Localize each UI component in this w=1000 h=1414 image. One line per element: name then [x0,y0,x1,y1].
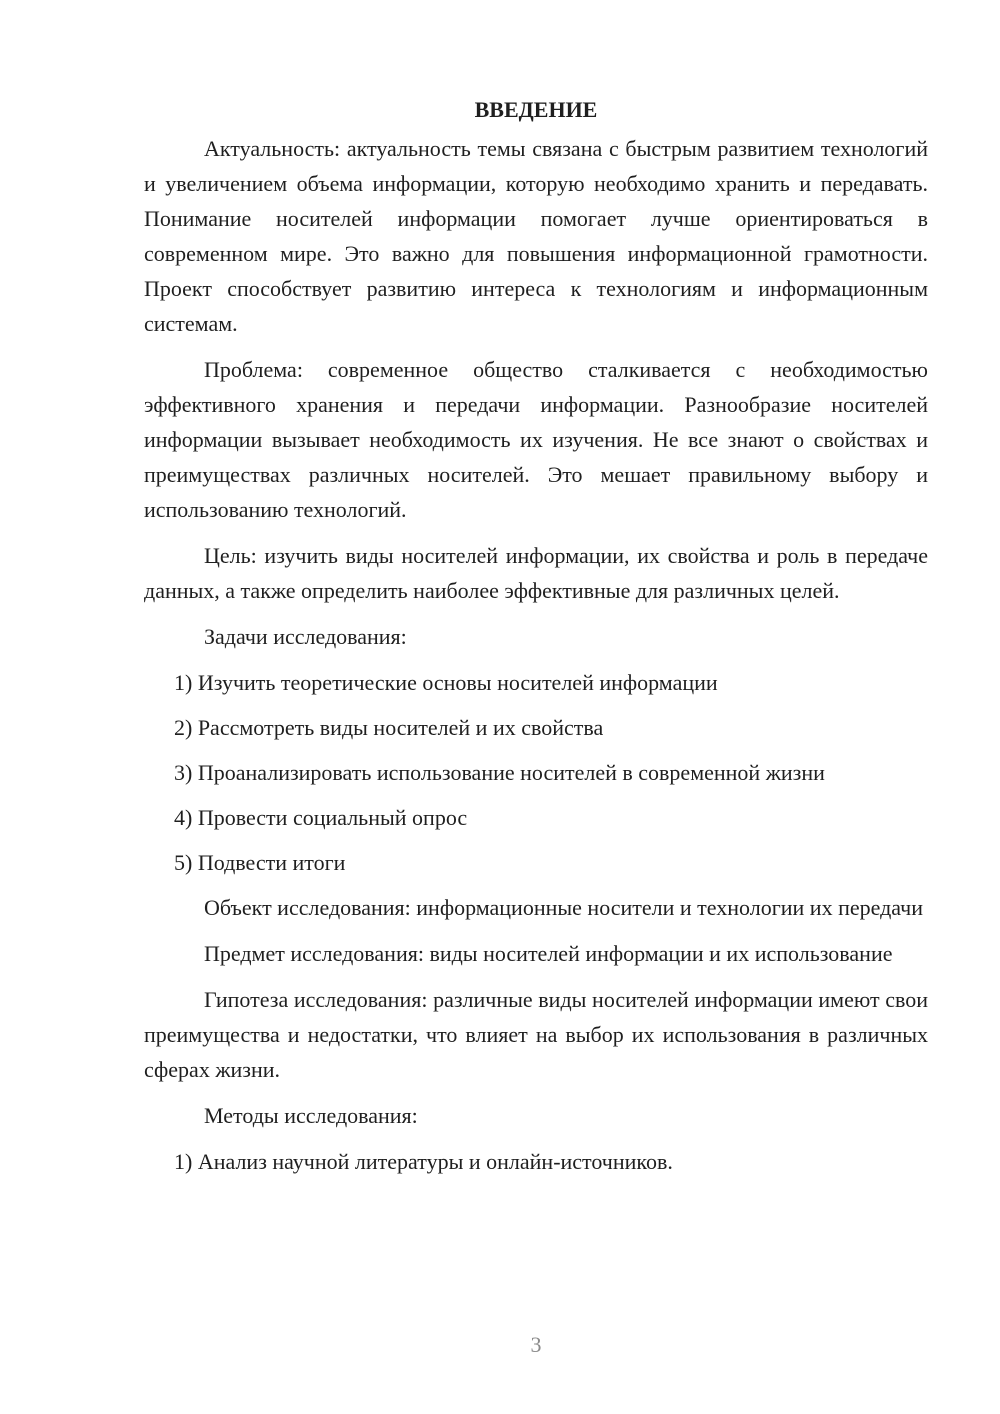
page-number: 3 [530,1332,542,1357]
subject-paragraph: Предмет исследования: виды носителей информации и их использование [204,941,893,966]
object-paragraph: Объект исследования: информационные носители и технологии их передачи [204,895,924,920]
list-item: 4) Провести социальный опрос [174,805,468,830]
list-item: 2) Рассмотреть виды носителей и их свойства [174,715,604,740]
tasks-heading: Задачи исследования: [204,624,407,649]
hypothesis-paragraph: Гипотеза исследования: различные виды носителей информации имеют свои преимущества и недостатки, что влияет на выбор их использования в различных сферах жизни. [144,987,928,1082]
list-item: 3) Проанализировать использование носителей в современной жизни [174,760,825,785]
methods-heading: Методы исследования: [204,1103,418,1128]
list-item: 1) Анализ научной литературы и онлайн-источников. [174,1149,673,1174]
list-item: 1) Изучить теоретические основы носителей информации [174,670,718,695]
section-title: ВВЕДЕНИЕ [474,97,598,122]
relevance-paragraph: Актуальность: актуальность темы связана с быстрым развитием технологий и увеличением объема информации, которую необходимо хранить и передавать. Понимание носителей информации помогает лучше ориентироваться в современном мире. Это важно для повышения информационной грамотности. Проект способствует развитию интереса к технологиям и информационным системам. [144,136,928,336]
goal-paragraph: Цель: изучить виды носителей информации, их свойства и роль в передаче данных, а также определить наиболее эффективные для различных целей. [144,543,928,603]
tasks-list [144,665,928,880]
page-content [144,92,928,1189]
methods-list [144,1144,928,1179]
list-item: 5) Подвести итоги [174,850,346,875]
problem-paragraph: Проблема: современное общество сталкивается с необходимостью эффективного хранения и передачи информации. Разнообразие носителей информации вызывает необходимость их изучения. Не все знают о свойствах и преимуществах различных носителей. Это мешает правильному выбору и использованию технологий. [144,357,928,522]
